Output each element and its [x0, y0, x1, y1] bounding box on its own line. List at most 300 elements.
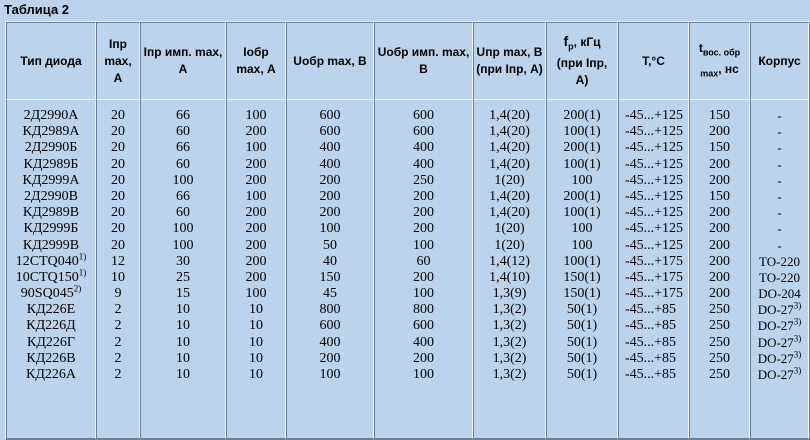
cell-type	[7, 302, 95, 318]
cell-temp	[625, 157, 688, 173]
cell-trr-value: 200	[709, 156, 730, 172]
cell-uimp-value: 400	[413, 140, 434, 156]
cell-fr	[547, 335, 617, 351]
cell-uobr-value: 40	[323, 253, 337, 269]
trr-rest: , нс	[718, 62, 739, 76]
cell-trr	[690, 221, 749, 237]
cell-ipr	[97, 302, 139, 318]
trr-symbol: t	[698, 40, 703, 55]
cell-type	[7, 189, 95, 205]
cell-trr-value: 200	[709, 237, 730, 253]
cell-uimp-value: 200	[413, 350, 434, 366]
cell-uobr	[287, 238, 373, 254]
cell-ipr-value: 10	[111, 269, 125, 285]
cell-trr	[690, 254, 749, 270]
footnote-marker: 3)	[793, 365, 802, 376]
cell-type	[7, 267, 95, 286]
cell-type	[7, 221, 95, 237]
cell-trr-value: 250	[709, 367, 730, 382]
cell-case-value: -	[777, 205, 782, 221]
cell-type	[7, 351, 95, 367]
cell-case	[751, 351, 808, 367]
cell-fr-value: 200(1)	[563, 108, 601, 123]
cell-fr-value: 100(1)	[563, 253, 601, 269]
cell-fr	[547, 173, 617, 189]
cell-temp	[625, 254, 688, 270]
cell-uobr	[287, 205, 373, 221]
cell-iobr	[227, 108, 285, 124]
cell-case-value: -	[777, 188, 782, 204]
cell-ipr	[97, 189, 139, 205]
cell-iimp	[141, 254, 225, 270]
cell-uimp-value: 600	[413, 124, 434, 140]
cell-type	[7, 367, 95, 383]
cell-type	[7, 124, 95, 140]
cell-uimp-value: 100	[413, 286, 434, 302]
cell-iobr-value: 200	[245, 172, 267, 188]
cell-fr	[547, 157, 617, 173]
header-recovery-time	[689, 22, 750, 100]
cell-upr-value: 1,4(20)	[489, 140, 530, 156]
cell-type	[7, 173, 95, 189]
cell-temp	[625, 270, 688, 286]
cell-type	[7, 157, 95, 173]
cell-temp	[625, 238, 688, 254]
cell-type-value: КД2989А	[22, 124, 80, 140]
cell-iimp-value: 66	[176, 188, 190, 204]
cell-trr	[690, 173, 749, 189]
cell-iimp-value: 10	[176, 350, 190, 366]
column-frequency	[546, 100, 618, 439]
cell-iimp-value: 10	[176, 318, 190, 334]
footnote-marker: 1)	[78, 251, 87, 262]
cell-uobr-value: 100	[319, 221, 341, 237]
cell-iobr	[227, 140, 285, 156]
cell-temp	[625, 367, 688, 383]
cell-upr	[474, 318, 545, 334]
cell-ipr	[97, 254, 139, 270]
cell-trr-value: 200	[709, 172, 730, 188]
cell-iobr-value: 100	[245, 108, 267, 123]
cell-uimp	[375, 286, 472, 302]
cell-type-value: КД2989В	[22, 205, 80, 221]
cell-case	[751, 286, 808, 302]
cell-iimp	[141, 351, 225, 367]
cell-temp	[625, 205, 688, 221]
cell-iimp-value: 30	[176, 253, 190, 269]
cell-ipr-value: 20	[111, 221, 125, 237]
cell-uimp	[375, 302, 472, 318]
footnote-marker: 2)	[73, 283, 82, 294]
cell-type-value: 2Д2990В	[24, 188, 78, 204]
cell-type	[7, 335, 95, 351]
cell-temp-value: -45...+85	[625, 367, 677, 382]
cell-uimp-value: 800	[413, 302, 434, 318]
cell-fr-value: 200(1)	[563, 140, 601, 156]
cell-iobr-value: 200	[245, 221, 267, 237]
cell-uobr-value: 400	[319, 334, 341, 350]
cell-temp-value: -45...+125	[625, 124, 684, 140]
column-pulse-reverse-voltage	[374, 100, 473, 439]
cell-type-value: 12CTQ040	[15, 253, 79, 269]
cell-upr	[474, 254, 545, 270]
cell-temp	[625, 124, 688, 140]
trr-subscript: вос. обр	[702, 47, 741, 57]
cell-fr	[547, 140, 617, 156]
cell-trr-value: 150	[709, 140, 730, 156]
cell-iimp-value: 10	[176, 334, 190, 350]
cell-trr	[690, 335, 749, 351]
cell-iobr	[227, 124, 285, 140]
cell-type	[7, 283, 95, 302]
cell-ipr-value: 12	[111, 253, 125, 269]
cell-temp-value: -45...+175	[625, 253, 684, 269]
cell-uobr	[287, 140, 373, 156]
cell-iobr-value: 200	[245, 156, 267, 172]
cell-upr-value: 1,4(12)	[489, 253, 530, 269]
cell-uimp-value: 200	[413, 221, 434, 237]
cell-ipr	[97, 108, 139, 124]
cell-iobr	[227, 367, 285, 383]
cell-fr-value: 50(1)	[566, 302, 598, 318]
cell-upr-value: 1,4(20)	[489, 156, 530, 172]
cell-trr-value: 200	[709, 124, 730, 140]
cell-type-value: КД226В	[26, 350, 76, 366]
cell-uobr-value: 400	[319, 156, 341, 172]
cell-uimp-value: 100	[413, 237, 434, 253]
cell-temp	[625, 335, 688, 351]
cell-upr	[474, 108, 545, 124]
cell-ipr	[97, 367, 139, 383]
cell-uobr-value: 45	[323, 286, 337, 302]
cell-fr-value: 150(1)	[563, 286, 601, 302]
footnote-marker: 1)	[78, 267, 87, 278]
cell-case-value: -	[777, 156, 782, 172]
cell-ipr	[97, 335, 139, 351]
cell-iobr	[227, 157, 285, 173]
cell-temp-value: -45...+175	[625, 269, 684, 285]
cell-uimp	[375, 238, 472, 254]
cell-ipr-value: 20	[111, 124, 125, 140]
cell-uimp	[375, 189, 472, 205]
cell-case	[751, 367, 808, 383]
header-pulse-reverse-voltage: Uобр имп. max, В	[374, 22, 473, 100]
cell-upr	[474, 302, 545, 318]
cell-case	[751, 157, 808, 173]
cell-fr-value: 50(1)	[566, 350, 598, 366]
cell-type-value: КД2989Б	[23, 156, 79, 172]
cell-iimp-value: 60	[176, 205, 190, 221]
cell-uobr-value: 150	[319, 269, 341, 285]
cell-uobr-value: 800	[319, 302, 341, 318]
cell-uimp-value: 250	[413, 172, 434, 188]
cell-trr	[690, 205, 749, 221]
fp-subscript: p	[568, 41, 574, 52]
cell-uobr	[287, 189, 373, 205]
column-diode-type	[6, 100, 96, 439]
cell-ipr	[97, 205, 139, 221]
cell-iobr	[227, 318, 285, 334]
cell-iimp-value: 10	[176, 302, 190, 318]
cell-trr-value: 200	[709, 286, 730, 302]
cell-fr	[547, 124, 617, 140]
column-pulse-forward-current	[140, 100, 226, 439]
footnote-marker: 3)	[793, 349, 802, 360]
cell-upr	[474, 221, 545, 237]
cell-uimp	[375, 157, 472, 173]
header-frequency	[546, 22, 618, 100]
cell-upr-value: 1,3(2)	[492, 367, 527, 382]
cell-trr	[690, 367, 749, 383]
cell-uobr	[287, 351, 373, 367]
cell-iimp-value: 60	[176, 156, 190, 172]
cell-trr-value: 250	[709, 350, 730, 366]
cell-temp-value: -45...+85	[625, 302, 677, 318]
cell-iobr	[227, 238, 285, 254]
cell-fr-value: 50(1)	[566, 367, 598, 382]
table-body-row	[6, 100, 809, 439]
cell-iimp-value: 66	[176, 140, 190, 156]
cell-temp-value: -45...+125	[625, 221, 684, 237]
cell-iobr	[227, 302, 285, 318]
cell-uobr-value: 600	[319, 318, 341, 334]
cell-ipr	[97, 286, 139, 302]
cell-ipr-value: 20	[111, 205, 125, 221]
cell-temp	[625, 108, 688, 124]
cell-temp-value: -45...+85	[625, 318, 677, 334]
cell-case-value: -	[777, 108, 782, 123]
cell-ipr	[97, 318, 139, 334]
cell-iimp	[141, 124, 225, 140]
cell-uobr	[287, 221, 373, 237]
cell-iimp-value: 100	[172, 237, 194, 253]
cell-temp-value: -45...+125	[625, 140, 684, 156]
cell-temp-value: -45...+85	[625, 350, 677, 366]
cell-fr-value: 100	[571, 221, 593, 237]
cell-fr	[547, 286, 617, 302]
cell-case	[751, 173, 808, 189]
cell-uobr-value: 400	[319, 140, 341, 156]
cell-case	[751, 238, 808, 254]
cell-case-value: DO-27	[757, 318, 794, 334]
cell-type-value: КД226Г	[27, 334, 75, 350]
cell-uobr	[287, 286, 373, 302]
cell-ipr	[97, 351, 139, 367]
cell-case-value: DO-27	[757, 367, 794, 382]
cell-iimp	[141, 286, 225, 302]
cell-uimp-value: 60	[416, 253, 431, 269]
cell-uobr	[287, 270, 373, 286]
cell-uobr	[287, 302, 373, 318]
cell-upr	[474, 173, 545, 189]
cell-iobr-value: 200	[245, 205, 267, 221]
cell-fr	[547, 108, 617, 124]
cell-iimp	[141, 238, 225, 254]
cell-uimp	[375, 140, 472, 156]
cell-temp	[625, 351, 688, 367]
cell-upr	[474, 124, 545, 140]
cell-temp-value: -45...+125	[625, 205, 684, 221]
cell-uobr-value: 600	[319, 124, 341, 140]
cell-upr	[474, 367, 545, 383]
cell-fr-value: 100(1)	[563, 205, 601, 221]
cell-type-value: КД226Е	[26, 302, 76, 318]
cell-iobr	[227, 335, 285, 351]
cell-uobr	[287, 173, 373, 189]
cell-iimp-value: 60	[176, 124, 190, 140]
cell-temp-value: -45...+125	[625, 188, 684, 204]
cell-type-value: КД2999А	[22, 172, 80, 188]
cell-fr	[547, 318, 617, 334]
cell-uimp	[375, 124, 472, 140]
cell-iimp	[141, 157, 225, 173]
cell-temp-value: -45...+175	[625, 286, 684, 302]
cell-upr	[474, 157, 545, 173]
footnote-marker: 3)	[793, 300, 802, 311]
cell-uobr-value: 200	[319, 350, 341, 366]
table-caption: Таблица 2	[4, 2, 70, 17]
cell-type	[7, 205, 95, 221]
cell-fr-value: 50(1)	[566, 334, 598, 350]
cell-ipr-value: 2	[114, 302, 122, 318]
cell-uimp	[375, 173, 472, 189]
cell-uobr-value: 200	[319, 205, 341, 221]
cell-ipr-value: 2	[114, 318, 122, 334]
cell-iobr-value: 10	[249, 318, 263, 334]
cell-uimp	[375, 335, 472, 351]
cell-iobr-value: 200	[245, 237, 267, 253]
cell-type-value: 2Д2990Б	[24, 140, 78, 156]
cell-trr-value: 150	[709, 188, 730, 204]
cell-iobr-value: 100	[245, 140, 267, 156]
cell-fr	[547, 254, 617, 270]
cell-case-value: DO-204	[758, 286, 801, 302]
cell-uimp	[375, 318, 472, 334]
column-reverse-voltage	[286, 100, 374, 439]
cell-iimp	[141, 221, 225, 237]
cell-case	[751, 302, 808, 318]
cell-iobr	[227, 173, 285, 189]
column-temperature	[618, 100, 689, 439]
cell-ipr-value: 20	[111, 156, 125, 172]
cell-fr-value: 100(1)	[563, 124, 601, 140]
cell-type-value: 90SQ045	[20, 286, 74, 302]
cell-temp	[625, 318, 688, 334]
cell-uobr	[287, 318, 373, 334]
column-recovery-time	[689, 100, 750, 439]
cell-trr	[690, 124, 749, 140]
column-forward-current	[96, 100, 140, 439]
cell-ipr	[97, 124, 139, 140]
cell-uimp	[375, 270, 472, 286]
cell-trr-value: 200	[709, 253, 730, 269]
cell-case	[751, 221, 808, 237]
cell-trr-value: 150	[709, 108, 730, 123]
cell-fr	[547, 189, 617, 205]
cell-upr	[474, 140, 545, 156]
cell-case-value: -	[777, 172, 782, 188]
cell-uimp	[375, 205, 472, 221]
cell-ipr-value: 2	[114, 334, 122, 350]
cell-ipr	[97, 221, 139, 237]
cell-ipr-value: 20	[111, 237, 125, 253]
cell-uimp	[375, 367, 472, 383]
cell-upr-value: 1,4(10)	[489, 269, 530, 285]
cell-ipr	[97, 140, 139, 156]
cell-temp	[625, 221, 688, 237]
cell-type	[7, 318, 95, 334]
cell-uobr-value: 200	[319, 188, 341, 204]
cell-ipr-value: 2	[114, 350, 122, 366]
cell-upr-value: 1,3(2)	[492, 334, 527, 350]
cell-trr	[690, 157, 749, 173]
cell-uimp-value: 600	[413, 108, 434, 123]
cell-iimp	[141, 140, 225, 156]
cell-upr	[474, 189, 545, 205]
cell-iimp	[141, 205, 225, 221]
cell-uobr	[287, 157, 373, 173]
cell-ipr-value: 20	[111, 188, 125, 204]
cell-uimp	[375, 254, 472, 270]
cell-upr	[474, 335, 545, 351]
cell-type-value: 2Д2990А	[23, 108, 79, 123]
cell-uobr	[287, 254, 373, 270]
cell-uimp-value: 200	[413, 188, 434, 204]
cell-type	[7, 140, 95, 156]
footnote-marker: 3)	[793, 333, 802, 344]
cell-case-value: TO-220	[759, 269, 800, 285]
cell-uimp	[375, 108, 472, 124]
cell-trr	[690, 238, 749, 254]
cell-upr	[474, 238, 545, 254]
cell-fr	[547, 205, 617, 221]
cell-case	[751, 205, 808, 221]
cell-trr	[690, 302, 749, 318]
cell-temp	[625, 286, 688, 302]
cell-case	[751, 318, 808, 334]
header-forward-voltage: Uпр max, В (при Iпр, А)	[473, 22, 546, 100]
cell-temp-value: -45...+125	[625, 156, 684, 172]
header-reverse-voltage: Uобр max, В	[286, 22, 374, 100]
header-row	[6, 22, 809, 100]
cell-fr-value: 100(1)	[563, 156, 601, 172]
cell-ipr	[97, 157, 139, 173]
cell-case-value: -	[777, 124, 782, 140]
cell-uimp-value: 400	[413, 334, 434, 350]
cell-case-value: DO-27	[757, 302, 794, 318]
cell-ipr-value: 20	[111, 140, 125, 156]
cell-iobr	[227, 270, 285, 286]
cell-uobr-value: 100	[319, 367, 341, 382]
cell-trr-value: 250	[709, 334, 730, 350]
cell-trr	[690, 108, 749, 124]
cell-ipr-value: 20	[111, 108, 125, 123]
cell-iobr	[227, 286, 285, 302]
cell-upr-value: 1(20)	[494, 172, 525, 188]
cell-iimp	[141, 189, 225, 205]
cell-fr-value: 50(1)	[566, 318, 598, 334]
cell-upr	[474, 351, 545, 367]
cell-fr-value: 100	[571, 237, 593, 253]
cell-iimp-value: 66	[176, 108, 190, 123]
cell-iimp	[141, 173, 225, 189]
cell-iobr-value: 100	[245, 286, 267, 302]
cell-temp	[625, 173, 688, 189]
cell-iimp	[141, 335, 225, 351]
cell-uimp-value: 200	[413, 269, 434, 285]
cell-type-value: КД2999Б	[23, 221, 79, 237]
diode-specs-table	[5, 21, 810, 440]
